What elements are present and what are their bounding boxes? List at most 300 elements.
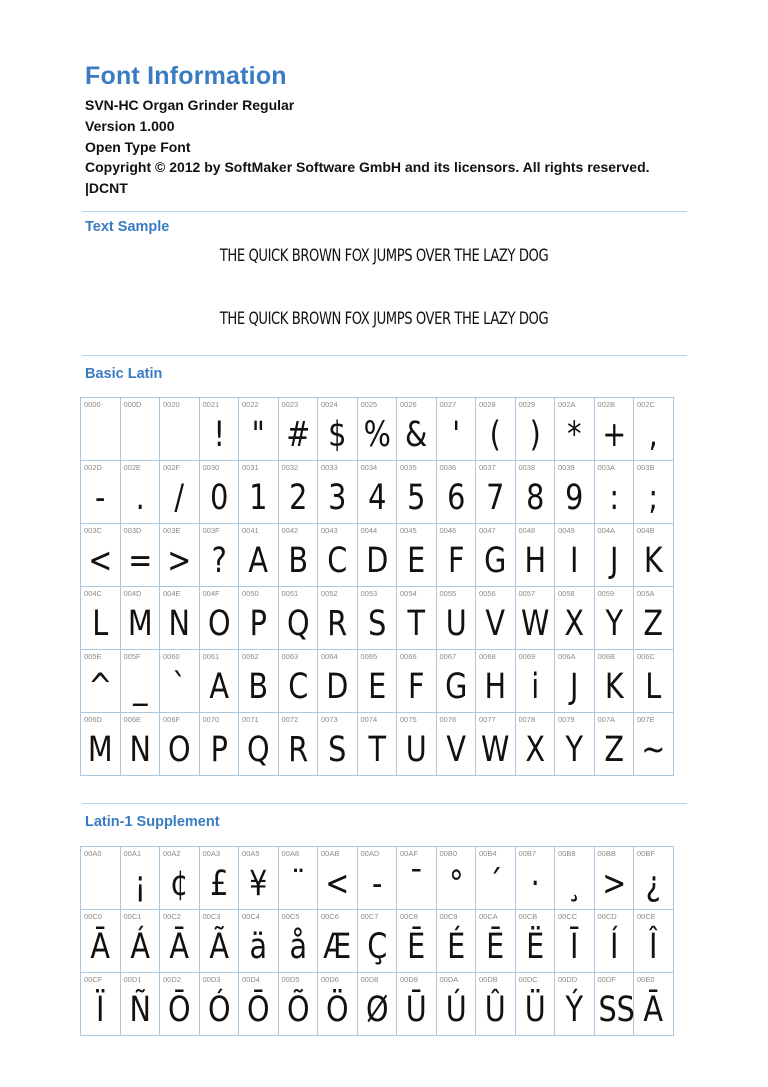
divider bbox=[82, 211, 687, 212]
glyph-cell bbox=[239, 847, 279, 910]
glyph-char: _ bbox=[132, 667, 147, 707]
glyph-cell bbox=[397, 910, 437, 973]
glyph-cell bbox=[357, 587, 397, 650]
glyph-code: 00C8 bbox=[400, 912, 418, 921]
glyph-code: 00A3 bbox=[202, 849, 221, 858]
glyph-cell bbox=[120, 587, 160, 650]
glyph-code: 002F bbox=[163, 463, 181, 472]
glyph-row bbox=[81, 973, 674, 1036]
glyph-char: Ū bbox=[405, 990, 427, 1030]
glyph-char: Ý bbox=[565, 990, 584, 1030]
glyph-cell bbox=[594, 973, 634, 1036]
glyph-code: 00C0 bbox=[84, 912, 102, 921]
glyph-cell bbox=[120, 461, 160, 524]
glyph-code: 003B bbox=[637, 463, 655, 472]
glyph-cell bbox=[199, 650, 239, 713]
glyph-char: T bbox=[407, 604, 426, 644]
glyph-char: ° bbox=[448, 864, 463, 904]
glyph-code: 0022 bbox=[242, 400, 259, 409]
glyph-cell bbox=[120, 973, 160, 1036]
glyph-cell bbox=[357, 398, 397, 461]
glyph-code: 0024 bbox=[321, 400, 338, 409]
glyph-code: 0048 bbox=[518, 526, 536, 535]
glyph-char: Ē bbox=[486, 927, 505, 967]
glyph-char: : bbox=[608, 478, 619, 518]
glyph-code: 00CA bbox=[479, 912, 498, 921]
glyph-char: A bbox=[248, 541, 269, 581]
glyph-char: Ñ bbox=[129, 990, 151, 1030]
glyph-code: 0031 bbox=[242, 463, 259, 472]
glyph-cell bbox=[199, 398, 239, 461]
glyph-code: 002C bbox=[637, 400, 655, 409]
glyph-cell bbox=[318, 398, 358, 461]
glyph-code: 00B4 bbox=[479, 849, 497, 858]
glyph-char: N bbox=[168, 604, 190, 644]
glyph-char: W bbox=[481, 730, 510, 770]
glyph-char: i bbox=[530, 667, 539, 707]
divider bbox=[82, 355, 687, 356]
glyph-char: U bbox=[445, 604, 467, 644]
glyph-code: 0059 bbox=[597, 589, 615, 598]
glyph-cell bbox=[239, 910, 279, 973]
glyph-cell bbox=[476, 973, 516, 1036]
glyph-cell bbox=[278, 847, 318, 910]
glyph-cell bbox=[476, 847, 516, 910]
glyph-char: 5 bbox=[407, 478, 426, 518]
glyph-char: K bbox=[643, 541, 663, 581]
glyph-char: E bbox=[407, 541, 426, 581]
glyph-cell bbox=[515, 398, 555, 461]
glyph-code: 002E bbox=[123, 463, 142, 472]
glyph-char: D bbox=[326, 667, 349, 707]
glyph-cell bbox=[397, 713, 437, 776]
glyph-cell bbox=[120, 650, 160, 713]
glyph-char: L bbox=[92, 604, 109, 644]
glyph-code: 0062 bbox=[242, 652, 259, 661]
glyph-cell bbox=[634, 713, 674, 776]
glyph-cell bbox=[278, 398, 318, 461]
glyph-char: ä bbox=[249, 927, 268, 967]
glyph-cell bbox=[199, 461, 239, 524]
glyph-code: 007E bbox=[637, 715, 655, 724]
glyph-char: Í bbox=[609, 927, 618, 967]
glyph-cell bbox=[318, 973, 358, 1036]
glyph-char: = bbox=[127, 541, 152, 581]
glyph-cell bbox=[318, 461, 358, 524]
glyph-cell bbox=[476, 461, 516, 524]
font-extra: |DCNT bbox=[85, 180, 128, 197]
glyph-char: , bbox=[648, 415, 658, 455]
glyph-code: 00A2 bbox=[163, 849, 181, 858]
glyph-char: H bbox=[523, 541, 546, 581]
glyph-char: & bbox=[405, 415, 428, 455]
glyph-cell bbox=[239, 587, 279, 650]
glyph-cell bbox=[397, 650, 437, 713]
glyph-char: ` bbox=[172, 667, 187, 707]
glyph-code: 002A bbox=[558, 400, 576, 409]
glyph-code: 00CF bbox=[84, 975, 103, 984]
glyph-code: 002D bbox=[84, 463, 102, 472]
glyph-cell bbox=[278, 650, 318, 713]
glyph-cell bbox=[594, 587, 634, 650]
glyph-char: ~ bbox=[641, 730, 666, 770]
glyph-cell bbox=[81, 461, 121, 524]
glyph-char: Ö bbox=[325, 990, 349, 1030]
glyph-cell bbox=[239, 973, 279, 1036]
glyph-code: 0071 bbox=[242, 715, 259, 724]
glyph-cell bbox=[555, 587, 595, 650]
glyph-code: 0069 bbox=[518, 652, 536, 661]
glyph-char: ¸ bbox=[567, 864, 582, 904]
glyph-code: 0041 bbox=[242, 526, 259, 535]
glyph-code: 00CC bbox=[558, 912, 578, 921]
font-type: Open Type Font bbox=[85, 138, 191, 155]
glyph-char: ! bbox=[212, 415, 225, 455]
glyph-char: Ā bbox=[169, 927, 190, 967]
glyph-code: 0078 bbox=[518, 715, 536, 724]
glyph-cell bbox=[515, 713, 555, 776]
glyph-cell bbox=[160, 847, 200, 910]
glyph-code: 003D bbox=[123, 526, 142, 535]
glyph-code: 0049 bbox=[558, 526, 575, 535]
glyph-code: 00CE bbox=[637, 912, 656, 921]
glyph-cell bbox=[160, 398, 200, 461]
glyph-char: · bbox=[530, 864, 540, 904]
glyph-char: Æ bbox=[323, 927, 352, 967]
glyph-code: 006C bbox=[637, 652, 655, 661]
glyph-char: ¨ bbox=[290, 864, 305, 904]
glyph-cell bbox=[634, 650, 674, 713]
glyph-code: 0051 bbox=[281, 589, 299, 598]
glyph-cell bbox=[81, 713, 121, 776]
glyph-cell bbox=[436, 398, 476, 461]
glyph-code: 0050 bbox=[242, 589, 259, 598]
glyph-code: 006A bbox=[558, 652, 576, 661]
glyph-code: 002B bbox=[597, 400, 616, 409]
glyph-char: å bbox=[288, 927, 307, 967]
glyph-char: $ bbox=[328, 415, 347, 455]
glyph-code: 004B bbox=[637, 526, 655, 535]
divider bbox=[82, 803, 687, 804]
glyph-code: 0020 bbox=[163, 400, 180, 409]
glyph-code: 00BB bbox=[597, 849, 616, 858]
glyph-code: 00DD bbox=[558, 975, 578, 984]
glyph-char: 0 bbox=[209, 478, 228, 518]
glyph-code: 004F bbox=[202, 589, 220, 598]
glyph-code: 00DB bbox=[479, 975, 498, 984]
glyph-cell bbox=[120, 713, 160, 776]
glyph-char: D bbox=[365, 541, 388, 581]
glyph-code: 00C1 bbox=[123, 912, 142, 921]
glyph-row bbox=[81, 398, 674, 461]
glyph-cell bbox=[515, 524, 555, 587]
glyph-code: 0044 bbox=[360, 526, 378, 535]
glyph-cell bbox=[199, 524, 239, 587]
glyph-char: ¯ bbox=[409, 864, 424, 904]
glyph-char: U bbox=[405, 730, 427, 770]
glyph-row bbox=[81, 524, 674, 587]
glyph-code: 0066 bbox=[400, 652, 417, 661]
glyph-char: T bbox=[367, 730, 386, 770]
glyph-char: Ō bbox=[246, 990, 270, 1030]
glyph-cell bbox=[594, 650, 634, 713]
glyph-cell bbox=[278, 524, 318, 587]
glyph-char: ^ bbox=[88, 667, 113, 707]
glyph-char: W bbox=[520, 604, 549, 644]
section-heading-latin1-supplement: Latin-1 Supplement bbox=[85, 814, 220, 830]
glyph-cell bbox=[160, 910, 200, 973]
glyph-code: 0057 bbox=[518, 589, 536, 598]
glyph-code: 0076 bbox=[439, 715, 457, 724]
glyph-cell bbox=[81, 587, 121, 650]
glyph-cell bbox=[555, 650, 595, 713]
glyph-code: 0072 bbox=[281, 715, 299, 724]
glyph-row bbox=[81, 847, 674, 910]
glyph-char: Y bbox=[604, 604, 623, 644]
glyph-char: A bbox=[208, 667, 229, 707]
glyph-char: Z bbox=[643, 604, 664, 644]
glyph-cell bbox=[120, 910, 160, 973]
glyph-code: 004D bbox=[123, 589, 142, 598]
glyph-char: N bbox=[129, 730, 151, 770]
glyph-char: > bbox=[601, 864, 626, 904]
glyph-cell bbox=[515, 461, 555, 524]
glyph-char: 2 bbox=[288, 478, 307, 518]
glyph-cell bbox=[199, 973, 239, 1036]
glyph-cell bbox=[515, 587, 555, 650]
glyph-cell bbox=[160, 973, 200, 1036]
glyph-code: 0067 bbox=[439, 652, 457, 661]
glyph-code: 00C6 bbox=[321, 912, 339, 921]
glyph-cell bbox=[476, 524, 516, 587]
glyph-code: 0073 bbox=[321, 715, 338, 724]
glyph-char: O bbox=[207, 604, 231, 644]
glyph-char: K bbox=[604, 667, 624, 707]
glyph-char: H bbox=[484, 667, 507, 707]
glyph-char: G bbox=[484, 541, 507, 581]
glyph-cell bbox=[555, 713, 595, 776]
glyph-char: Õ bbox=[286, 990, 310, 1030]
glyph-code: 0058 bbox=[558, 589, 575, 598]
glyph-row bbox=[81, 713, 674, 776]
glyph-code: 00D9 bbox=[400, 975, 418, 984]
glyph-code: 0038 bbox=[518, 463, 536, 472]
glyph-char: Á bbox=[129, 927, 150, 967]
glyph-char: 3 bbox=[328, 478, 347, 518]
glyph-code: 0075 bbox=[400, 715, 417, 724]
glyph-char: C bbox=[287, 667, 308, 707]
section-heading-basic-latin: Basic Latin bbox=[85, 366, 163, 382]
glyph-code: 0034 bbox=[360, 463, 378, 472]
glyph-char: . bbox=[135, 478, 145, 518]
glyph-char: Ç bbox=[366, 927, 387, 967]
glyph-code: 00DC bbox=[518, 975, 538, 984]
glyph-char: 8 bbox=[525, 478, 544, 518]
glyph-row bbox=[81, 461, 674, 524]
glyph-char: + bbox=[601, 415, 626, 455]
glyph-code: 00C3 bbox=[202, 912, 221, 921]
glyph-cell bbox=[515, 910, 555, 973]
glyph-cell bbox=[555, 524, 595, 587]
glyph-code: 005E bbox=[84, 652, 102, 661]
glyph-cell bbox=[436, 587, 476, 650]
glyph-cell bbox=[555, 973, 595, 1036]
glyph-cell bbox=[634, 847, 674, 910]
glyph-char: % bbox=[363, 415, 391, 455]
glyph-code: 0035 bbox=[400, 463, 417, 472]
glyph-char: 4 bbox=[367, 478, 386, 518]
glyph-char: L bbox=[645, 667, 662, 707]
text-sample-line: THE QUICK BROWN FOX JUMPS OVER THE LAZY DOG bbox=[219, 309, 549, 329]
glyph-char: ¥ bbox=[249, 864, 268, 904]
glyph-cell bbox=[81, 973, 121, 1036]
glyph-char: ( bbox=[489, 415, 501, 455]
font-copyright: Copyright © 2012 by SoftMaker Software GmbH and its licensors. All rights reserved. bbox=[85, 159, 650, 176]
glyph-grid-basic-latin bbox=[80, 397, 674, 776]
glyph-char: * bbox=[567, 415, 582, 455]
glyph-char: ¿ bbox=[645, 864, 661, 904]
glyph-cell bbox=[357, 713, 397, 776]
glyph-cell bbox=[357, 524, 397, 587]
glyph-cell bbox=[594, 713, 634, 776]
glyph-cell bbox=[634, 587, 674, 650]
glyph-code: 0043 bbox=[321, 526, 338, 535]
glyph-cell bbox=[318, 587, 358, 650]
glyph-char: V bbox=[485, 604, 506, 644]
glyph-char: ' bbox=[451, 415, 460, 455]
glyph-code: 004C bbox=[84, 589, 102, 598]
glyph-code: 0077 bbox=[479, 715, 496, 724]
glyph-char: Z bbox=[603, 730, 624, 770]
glyph-char: M bbox=[127, 604, 153, 644]
glyph-char: # bbox=[285, 415, 310, 455]
font-name: SVN-HC Organ Grinder Regular bbox=[85, 97, 295, 113]
glyph-char: F bbox=[447, 541, 465, 581]
glyph-code: 003E bbox=[163, 526, 181, 535]
glyph-char: P bbox=[210, 730, 228, 770]
section-heading-text-sample: Text Sample bbox=[85, 219, 170, 235]
glyph-char: Ë bbox=[525, 927, 544, 967]
glyph-code: 0030 bbox=[202, 463, 220, 472]
glyph-cell bbox=[81, 524, 121, 587]
glyph-row bbox=[81, 587, 674, 650]
glyph-char: Û bbox=[484, 990, 506, 1030]
glyph-code: 00BF bbox=[637, 849, 655, 858]
glyph-cell bbox=[555, 398, 595, 461]
glyph-char: S bbox=[328, 730, 347, 770]
glyph-code: 005A bbox=[637, 589, 655, 598]
glyph-char: C bbox=[327, 541, 348, 581]
glyph-char: Ō bbox=[167, 990, 191, 1030]
glyph-cell bbox=[278, 587, 318, 650]
glyph-cell bbox=[357, 910, 397, 973]
glyph-char: 6 bbox=[446, 478, 465, 518]
glyph-code: 006F bbox=[163, 715, 181, 724]
glyph-cell bbox=[357, 461, 397, 524]
glyph-code: 00B0 bbox=[439, 849, 458, 858]
glyph-code: 006D bbox=[84, 715, 102, 724]
glyph-code: 0054 bbox=[400, 589, 417, 598]
glyph-cell bbox=[515, 973, 555, 1036]
glyph-cell bbox=[555, 847, 595, 910]
glyph-code: 006B bbox=[597, 652, 616, 661]
glyph-code: 0055 bbox=[439, 589, 457, 598]
glyph-code: 00AF bbox=[400, 849, 418, 858]
glyph-code: 00D4 bbox=[242, 975, 260, 984]
glyph-code: 0052 bbox=[321, 589, 338, 598]
glyph-code: 0056 bbox=[479, 589, 496, 598]
glyph-char: Ú bbox=[445, 990, 467, 1030]
glyph-code: 003F bbox=[202, 526, 220, 535]
glyph-char: < bbox=[88, 541, 113, 581]
glyph-cell bbox=[239, 461, 279, 524]
glyph-char: J bbox=[609, 541, 618, 581]
glyph-code: 004E bbox=[163, 589, 181, 598]
glyph-cell bbox=[120, 524, 160, 587]
font-details bbox=[85, 95, 650, 199]
glyph-char: Q bbox=[286, 604, 310, 644]
glyph-code: 0053 bbox=[360, 589, 378, 598]
glyph-cell bbox=[436, 461, 476, 524]
glyph-code: 0079 bbox=[558, 715, 575, 724]
glyph-char: V bbox=[445, 730, 466, 770]
glyph-cell bbox=[397, 461, 437, 524]
glyph-code: 0028 bbox=[479, 400, 496, 409]
glyph-cell bbox=[199, 587, 239, 650]
glyph-grid-latin1-supplement bbox=[80, 846, 674, 1036]
glyph-code: 00B8 bbox=[558, 849, 576, 858]
glyph-char: ; bbox=[648, 478, 659, 518]
glyph-cell bbox=[81, 847, 121, 910]
glyph-char: B bbox=[248, 667, 269, 707]
glyph-cell bbox=[436, 524, 476, 587]
glyph-char: 7 bbox=[486, 478, 505, 518]
font-version: Version 1.000 bbox=[85, 117, 175, 134]
glyph-code: 0045 bbox=[400, 526, 417, 535]
glyph-code: 0064 bbox=[321, 652, 338, 661]
text-sample-line: THE QUICK BROWN FOX JUMPS OVER THE LAZY DOG bbox=[219, 246, 549, 266]
glyph-cell bbox=[436, 847, 476, 910]
glyph-code: 0025 bbox=[360, 400, 378, 409]
glyph-cell bbox=[357, 847, 397, 910]
glyph-cell bbox=[594, 398, 634, 461]
glyph-code: 0029 bbox=[518, 400, 536, 409]
glyph-char: G bbox=[444, 667, 467, 707]
glyph-code: 00D6 bbox=[321, 975, 339, 984]
glyph-char: P bbox=[249, 604, 267, 644]
glyph-cell bbox=[160, 587, 200, 650]
glyph-code: 00E0 bbox=[637, 975, 655, 984]
glyph-char: £ bbox=[209, 864, 228, 904]
glyph-code: 00D1 bbox=[123, 975, 142, 984]
glyph-cell bbox=[239, 713, 279, 776]
glyph-char: Ā bbox=[643, 990, 664, 1030]
glyph-cell bbox=[476, 587, 516, 650]
glyph-char: - bbox=[371, 864, 382, 904]
glyph-char: O bbox=[167, 730, 191, 770]
glyph-code: 00C2 bbox=[163, 912, 181, 921]
glyph-char: Y bbox=[565, 730, 584, 770]
glyph-code: 00A8 bbox=[281, 849, 300, 858]
glyph-cell bbox=[555, 461, 595, 524]
glyph-code: 00A1 bbox=[123, 849, 142, 858]
glyph-code: 0000 bbox=[84, 400, 101, 409]
glyph-cell bbox=[476, 398, 516, 461]
glyph-cell bbox=[515, 650, 555, 713]
glyph-cell bbox=[160, 524, 200, 587]
glyph-char: Ó bbox=[207, 990, 231, 1030]
glyph-cell bbox=[160, 461, 200, 524]
